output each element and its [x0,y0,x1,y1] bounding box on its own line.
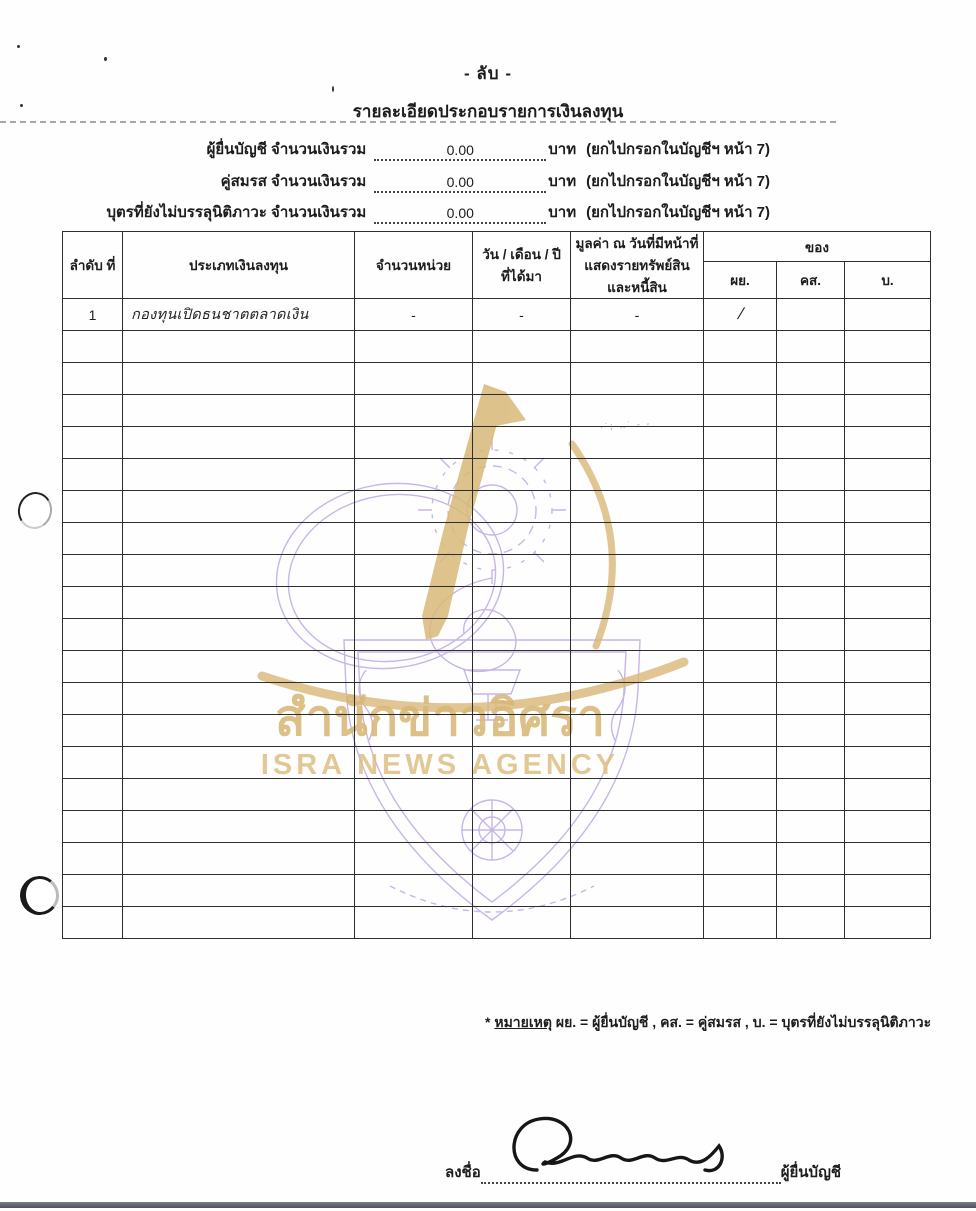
table-cell [845,331,931,363]
table-cell [845,587,931,619]
table-cell [704,331,777,363]
table-cell [777,299,845,331]
summary-note: (ยกไปกรอกในบัญชีฯ หน้า 7) [586,141,770,158]
table-cell [845,555,931,587]
col-header-value: มูลค่า ณ วันที่มีหน้าที่แสดงรายทรัพย์สินและหนี้สิน [571,232,704,299]
title-underline-rule [0,121,836,123]
table-cell [845,811,931,843]
table-cell [571,779,704,811]
table-cell [704,747,777,779]
summary-label: ผู้ยื่นบัญชี จำนวนเงินรวม [206,141,367,158]
table-cell [63,587,123,619]
table-cell [777,459,845,491]
table-cell [123,651,355,683]
table-cell: / [701,299,778,331]
table-cell [777,427,845,459]
table-cell [63,395,123,427]
punch-hole [18,874,61,917]
summary-line-spouse [0,169,770,193]
col-header-no: ลำดับ ที่ [63,232,123,299]
table-cell [571,523,704,555]
table-cell [845,363,931,395]
col-header-declarant: ผย. [704,262,777,299]
table-cell [571,907,704,939]
table-cell [123,587,355,619]
table-cell [704,907,777,939]
table-cell [473,875,571,907]
table-cell [123,459,355,491]
table-cell [123,523,355,555]
table-cell [571,715,704,747]
table-cell: - [355,299,473,331]
table-cell [473,843,571,875]
table-cell [123,875,355,907]
table-cell [473,779,571,811]
table-cell [123,683,355,715]
table-row [63,331,931,363]
table-cell [123,395,355,427]
summary-note: (ยกไปกรอกในบัญชีฯ หน้า 7) [586,173,770,190]
table-row [63,459,931,491]
table-cell [473,491,571,523]
summary-amount-field: 0.00 [374,204,546,224]
document-classification: - ลับ - [464,64,512,83]
footnote-term: หมายเหตุ [494,1014,552,1030]
table-cell [63,907,123,939]
table-cell [845,491,931,523]
watermark-agency-name-english: ISRA NEWS AGENCY [260,749,620,781]
table-cell [123,331,355,363]
summary-line-declarant [0,137,770,161]
table-cell [571,331,704,363]
table-row [63,779,931,811]
table-cell [123,555,355,587]
table-cell [704,427,777,459]
table-cell [473,619,571,651]
summary-unit: บาท [548,141,577,158]
table-cell [777,395,845,427]
table-cell [704,459,777,491]
table-cell [845,395,931,427]
table-cell [355,395,473,427]
table-cell [777,619,845,651]
table-cell [355,747,473,779]
table-cell [571,843,704,875]
table-cell [571,619,704,651]
table-cell [777,523,845,555]
table-cell [571,395,704,427]
table-row [63,523,931,555]
table-cell [704,715,777,747]
summary-line-children [0,200,770,224]
table-cell [777,651,845,683]
scan-smudge: ·˙;·‥˙ ‐ ‑ [599,418,652,432]
table-cell [123,363,355,395]
table-cell [704,555,777,587]
table-row [63,427,931,459]
table-cell [63,331,123,363]
table-cell [63,811,123,843]
table-cell [704,651,777,683]
signature-label: ลงชื่อ [445,1164,481,1181]
table-cell [704,843,777,875]
col-header-units: จำนวนหน่วย [355,232,473,299]
table-cell: - [571,299,704,331]
table-cell [704,779,777,811]
table-cell [473,523,571,555]
table-cell [123,427,355,459]
table-cell [777,747,845,779]
table-cell [845,619,931,651]
summary-amount-field: 0.00 [374,173,546,193]
table-cell [845,427,931,459]
table-cell [704,683,777,715]
table-cell [63,363,123,395]
table-cell [845,459,931,491]
table-cell [777,779,845,811]
col-header-owner: ของ [704,232,931,262]
table-cell [571,811,704,843]
table-row [63,811,931,843]
table-cell [845,715,931,747]
table-cell [845,843,931,875]
table-cell [571,651,704,683]
table-cell [355,779,473,811]
table-cell [63,555,123,587]
table-cell [777,683,845,715]
table-cell [473,363,571,395]
table-cell [123,747,355,779]
table-cell [571,555,704,587]
footnote [485,1012,931,1034]
table-cell [355,875,473,907]
table-cell [704,587,777,619]
table-cell [571,427,704,459]
table-cell [704,363,777,395]
table-row [63,555,931,587]
table-cell [473,587,571,619]
table-cell [355,907,473,939]
table-cell [63,619,123,651]
table-row [63,907,931,939]
table-cell [845,299,931,331]
table-cell [777,811,845,843]
table-row [63,747,931,779]
table-cell [777,555,845,587]
table-cell [845,747,931,779]
col-header-date-acquired: วัน / เดือน / ปี ที่ได้มา [473,232,571,299]
table-row [63,619,931,651]
table-cell [355,619,473,651]
table-row [63,683,931,715]
table-cell [571,587,704,619]
table-cell [704,523,777,555]
table-cell [123,811,355,843]
table-cell [63,715,123,747]
table-cell [355,587,473,619]
table-cell [63,683,123,715]
table-cell [571,491,704,523]
table-cell [355,555,473,587]
table-cell [473,555,571,587]
table-cell [355,843,473,875]
table-cell [777,491,845,523]
table-cell [777,843,845,875]
table-cell [473,331,571,363]
table-cell [355,363,473,395]
table-cell [355,651,473,683]
table-cell [355,491,473,523]
table-cell [473,651,571,683]
table-cell [63,747,123,779]
table-cell [63,523,123,555]
table-row [63,299,931,331]
table-cell [777,907,845,939]
table-cell [704,491,777,523]
table-cell: กองทุนเปิดธนชาตตลาดเงิน [123,299,355,331]
table-cell [355,683,473,715]
table-cell [704,811,777,843]
table-cell [355,459,473,491]
table-cell [123,491,355,523]
table-cell [777,875,845,907]
table-cell [845,651,931,683]
table-cell [845,683,931,715]
summary-label: คู่สมรส จำนวนเงินรวม [220,173,367,190]
summary-unit: บาท [548,204,577,221]
table-cell [571,747,704,779]
table-cell [63,427,123,459]
table-cell [777,715,845,747]
watermark-agency-name-thai: สำนักข่าวอิศรา [274,690,606,746]
investments-table [62,231,931,939]
table-cell [355,331,473,363]
table-row [63,651,931,683]
table-cell [63,651,123,683]
table-cell [123,715,355,747]
table-cell [845,779,931,811]
table-cell [473,395,571,427]
signature-dotted-field [481,1164,781,1184]
table-cell [704,619,777,651]
table-cell: - [473,299,571,331]
table-cell [123,907,355,939]
table-cell [355,427,473,459]
table-row [63,587,931,619]
table-row [63,395,931,427]
table-cell [777,331,845,363]
footnote-prefix: * [485,1014,495,1030]
table-cell [63,459,123,491]
table-cell [63,491,123,523]
table-cell [123,843,355,875]
table-cell [777,587,845,619]
table-cell [63,843,123,875]
table-row [63,363,931,395]
col-header-investment-type: ประเภทเงินลงทุน [123,232,355,299]
table-row [63,491,931,523]
col-header-child: บ. [845,262,931,299]
signature-line [445,1160,841,1184]
table-row [63,843,931,875]
table-cell [473,683,571,715]
table-cell [704,395,777,427]
table-row [63,715,931,747]
table-cell [473,459,571,491]
col-header-spouse: คส. [777,262,845,299]
document-title: รายละเอียดประกอบรายการเงินลงทุน [352,102,624,121]
summary-label: บุตรที่ยังไม่บรรลุนิติภาวะ จำนวนเงินรวม [106,204,367,221]
table-cell [63,779,123,811]
signature-role: ผู้ยื่นบัญชี [780,1164,842,1181]
table-row [63,875,931,907]
table-cell [571,683,704,715]
table-cell [473,715,571,747]
summary-unit: บาท [548,173,577,190]
table-cell [845,523,931,555]
table-cell [777,363,845,395]
summary-amount-field: 0.00 [374,141,546,161]
table-cell [704,875,777,907]
scan-edge-bar [0,1202,976,1208]
table-cell [571,875,704,907]
table-cell [473,811,571,843]
punch-hole [15,489,56,532]
table-cell [571,363,704,395]
table-cell [355,811,473,843]
table-cell [123,619,355,651]
table-cell [845,907,931,939]
table-cell [123,779,355,811]
table-cell [571,459,704,491]
table-cell: 1 [63,299,123,331]
footnote-text: ผย. = ผู้ยื่นบัญชี , คส. = คู่สมรส , บ. = บุตรที่ยังไม่บรรลุนิติภาวะ [551,1014,932,1030]
table-cell [473,427,571,459]
table-cell [473,747,571,779]
table-cell [355,523,473,555]
table-cell [845,875,931,907]
table-cell [473,907,571,939]
summary-note: (ยกไปกรอกในบัญชีฯ หน้า 7) [586,204,770,221]
table-cell [63,875,123,907]
scan-speck [17,45,20,48]
table-cell [355,715,473,747]
